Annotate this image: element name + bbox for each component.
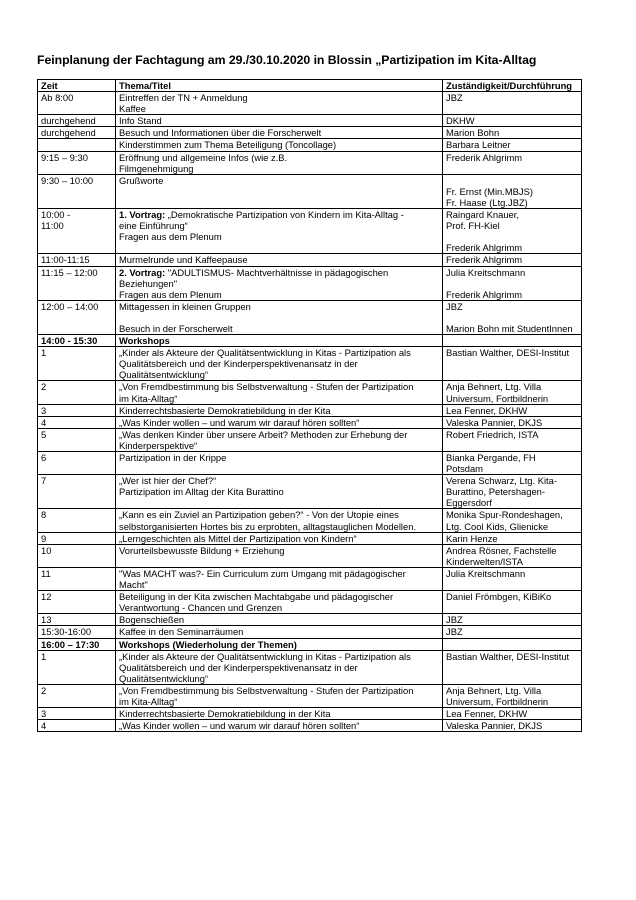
section-row (38, 638, 582, 650)
cell-line: Barbara Leitner (446, 139, 511, 151)
cell-line: Verena Schwarz, Ltg. Kita- (446, 475, 557, 487)
cell-line: Anja Behnert, Ltg. Villa (446, 381, 542, 393)
cell-line: 12:00 – 14:00 (41, 300, 99, 312)
cell-zustaendigkeit (443, 115, 582, 127)
cell-line: Bogenschießen (119, 614, 185, 626)
cell-line: Bastian Walther, DESI-Institut (446, 347, 570, 359)
cell-line (119, 209, 440, 220)
table-row (38, 404, 582, 416)
cell-line: Universum, Fortbildnerin (446, 695, 549, 707)
cell-zustaendigkeit (443, 720, 582, 732)
cell-thema (116, 115, 443, 127)
schedule-body (38, 92, 582, 732)
cell-line: „Was Kinder wollen – und warum wir darauf hören sollten“ (119, 416, 360, 428)
cell-line: Universum, Fortbildnerin (446, 392, 549, 404)
cell-line: Lea Fenner, DKHW (446, 708, 528, 720)
cell-line: Fragen aus dem Plenum (119, 231, 222, 243)
cell-line: Marion Bohn (446, 127, 500, 139)
cell-zeit (38, 115, 116, 127)
cell-zeit (38, 151, 116, 174)
cell-thema (116, 475, 443, 509)
cell-zustaendigkeit (443, 428, 582, 451)
cell-line: Marion Bohn mit StudentInnen (446, 322, 573, 334)
cell-zeit (38, 509, 116, 532)
cell-zustaendigkeit (443, 452, 582, 475)
cell-line: 3 (41, 708, 47, 720)
table-row (38, 532, 582, 544)
cell-thema (116, 591, 443, 614)
cell-thema (116, 614, 443, 626)
table-row (38, 266, 582, 300)
cell-thema (116, 532, 443, 544)
header-zeit: Zeit (38, 80, 116, 92)
cell-zeit (38, 626, 116, 638)
cell-thema (116, 381, 443, 404)
schedule-table (37, 79, 582, 732)
cell-line: Partizipation in der Krippe (119, 452, 227, 463)
cell-zeit (38, 638, 116, 650)
cell-line: „Wer ist hier der Chef?“ (119, 475, 217, 487)
cell-line: 7 (41, 475, 47, 487)
lecture-label: 1. Vortrag: (119, 209, 166, 221)
table-row (38, 614, 582, 626)
cell-line: „Was denken Kinder über unsere Arbeit? Methoden zur Erhebung der (119, 428, 408, 440)
cell-line: Info Stand (119, 115, 162, 127)
page-title: Feinplanung der Fachtagung am 29./30.10.2020 in Blossin „Partizipation im Kita-Alltag (37, 53, 537, 67)
cell-zeit (38, 532, 116, 544)
cell-line: durchgehend (41, 127, 96, 139)
cell-line: 1 (41, 347, 47, 359)
cell-thema (116, 509, 443, 532)
cell-zeit (38, 684, 116, 707)
cell-line: 8 (41, 509, 47, 521)
table-row (38, 174, 582, 208)
cell-line: durchgehend (41, 115, 96, 127)
cell-zustaendigkeit (443, 404, 582, 416)
table-row (38, 626, 582, 638)
cell-line: Kinderstimmen zum Thema Beteiligung (Toncollage) (119, 139, 337, 151)
cell-line: Bianka Pergande, FH (446, 452, 536, 463)
table-row (38, 151, 582, 174)
cell-line: Qualitätsentwicklung“ (119, 369, 209, 381)
cell-zeit (38, 404, 116, 416)
cell-line: 11:15 – 12:00 (41, 266, 98, 278)
cell-zeit (38, 381, 116, 404)
cell-zustaendigkeit (443, 266, 582, 300)
cell-zustaendigkeit (443, 254, 582, 266)
cell-zustaendigkeit (443, 614, 582, 626)
cell-thema (116, 626, 443, 638)
cell-line: Frederik Ahlgrimm (446, 254, 523, 266)
table-row (38, 139, 582, 151)
cell-thema (116, 650, 443, 684)
cell-thema (116, 266, 443, 300)
cell-zeit (38, 209, 116, 254)
cell-line: JBZ (446, 300, 463, 312)
table-row (38, 684, 582, 707)
table-row (38, 591, 582, 614)
cell-zustaendigkeit (443, 381, 582, 404)
cell-thema (116, 300, 443, 334)
cell-zeit (38, 266, 116, 300)
cell-line: 12 (41, 591, 52, 603)
cell-line (119, 312, 440, 323)
cell-thema (116, 174, 443, 208)
cell-thema (116, 708, 443, 720)
cell-line: Fragen aus dem Plenum (119, 288, 222, 300)
cell-line: Julia Kreitschmann (446, 266, 526, 278)
lecture-label: 2. Vortrag: (119, 266, 166, 278)
cell-zustaendigkeit (443, 684, 582, 707)
cell-zustaendigkeit (443, 139, 582, 151)
cell-line: „Was Kinder wollen – und warum wir darauf hören sollten“ (119, 720, 360, 732)
cell-line: Murmelrunde und Kaffeepause (119, 254, 248, 266)
cell-zeit (38, 139, 116, 151)
cell-line: Qualitätsbereich und der Kinderperspektivenansatz in der (119, 358, 358, 370)
cell-line: Partizipation im Alltag der Kita Burattino (119, 486, 284, 498)
cell-line: Karin Henze (446, 532, 498, 544)
table-row (38, 115, 582, 127)
cell-line: Eggersdorf (446, 497, 492, 509)
cell-line: „Kann es ein Zuviel an Partizipation geben?“ - Von der Utopie eines (119, 509, 399, 521)
cell-line: Potsdam (446, 463, 483, 475)
table-row (38, 475, 582, 509)
cell-line: Monika Spur-Rondeshagen, (446, 509, 563, 521)
table-row (38, 416, 582, 428)
cell-line: Kinderrechtsbasierte Demokratiebildung in der Kita (119, 708, 331, 720)
cell-line: Grußworte (119, 174, 164, 186)
cell-line: Robert Friedrich, ISTA (446, 428, 539, 440)
cell-thema (116, 428, 443, 451)
cell-line: 5 (41, 428, 47, 440)
cell-zeit (38, 92, 116, 115)
table-row (38, 127, 582, 139)
header-zustaendigkeit: Zuständigkeit/Durchführung (443, 80, 582, 92)
cell-line (446, 335, 579, 346)
cell-line: Anja Behnert, Ltg. Villa (446, 684, 542, 696)
cell-zeit (38, 475, 116, 509)
cell-zustaendigkeit (443, 475, 582, 509)
cell-line: Kinderrechtsbasierte Demokratiebildung in der Kita (119, 404, 331, 416)
cell-zustaendigkeit (443, 416, 582, 428)
cell-zustaendigkeit (443, 174, 582, 208)
cell-line: Vorurteilsbewusste Bildung + Erziehung (119, 544, 285, 556)
cell-zeit (38, 614, 116, 626)
cell-line: 11:00 (41, 220, 64, 232)
cell-zustaendigkeit (443, 544, 582, 567)
cell-zeit (38, 567, 116, 590)
cell-zustaendigkeit (443, 638, 582, 650)
section-row (38, 335, 582, 347)
cell-line: Frederik Ahlgrimm (446, 242, 523, 254)
cell-zustaendigkeit (443, 347, 582, 381)
cell-line (119, 267, 440, 278)
cell-thema (116, 416, 443, 428)
cell-line: JBZ (446, 626, 463, 638)
cell-line: im Kita-Alltag“ (119, 392, 178, 404)
cell-thema (116, 720, 443, 732)
cell-line: Filmgenehmigung (119, 162, 194, 174)
cell-zeit (38, 708, 116, 720)
cell-line: Valeska Pannier, DKJS (446, 720, 543, 732)
table-row (38, 347, 582, 381)
cell-line: 3 (41, 404, 47, 416)
cell-line: Lea Fenner, DKHW (446, 404, 528, 416)
cell-line: 15:30-16:00 (41, 626, 92, 638)
header-thema: Thema/Titel (116, 80, 443, 92)
cell-line: Kaffee (119, 103, 146, 115)
cell-zustaendigkeit (443, 300, 582, 334)
table-row (38, 381, 582, 404)
cell-zustaendigkeit (443, 591, 582, 614)
cell-line: Bastian Walther, DESI-Institut (446, 650, 570, 662)
cell-line: Andrea Rösner, Fachstelle (446, 544, 557, 556)
cell-zeit (38, 544, 116, 567)
table-row (38, 567, 582, 590)
cell-zeit (38, 335, 116, 347)
cell-line: JBZ (446, 614, 463, 626)
cell-thema (116, 684, 443, 707)
table-row (38, 650, 582, 684)
cell-line: 2 (41, 684, 47, 696)
cell-line: Kaffee in den Seminarräumen (119, 626, 244, 638)
cell-thema (116, 127, 443, 139)
cell-line: Frederik Ahlgrimm (446, 288, 523, 300)
cell-line (446, 278, 579, 289)
table-row (38, 300, 582, 334)
cell-thema (116, 139, 443, 151)
cell-line (446, 639, 579, 650)
cell-line: Raingard Knauer, (446, 209, 519, 221)
cell-line: Qualitätsentwicklung“ (119, 672, 209, 684)
cell-thema (116, 335, 443, 347)
cell-zustaendigkeit (443, 127, 582, 139)
table-row (38, 720, 582, 732)
cell-line (41, 139, 113, 150)
cell-zustaendigkeit (443, 532, 582, 544)
cell-line: Frederik Ahlgrimm (446, 151, 523, 163)
cell-line: Macht" (119, 579, 148, 591)
cell-line: 4 (41, 416, 47, 428)
cell-zeit (38, 127, 116, 139)
cell-line (446, 231, 579, 242)
cell-thema (116, 567, 443, 590)
cell-zeit (38, 428, 116, 451)
cell-line: Ab 8:00 (41, 92, 74, 104)
cell-line: Workshops (119, 335, 170, 347)
cell-line: Daniel Frömbgen, KiBiKo (446, 591, 552, 603)
cell-line: Eintreffen der TN + Anmeldung (119, 92, 248, 104)
cell-line: 10:00 - (41, 209, 71, 221)
cell-thema (116, 544, 443, 567)
cell-line: Valeska Pannier, DKJS (446, 416, 543, 428)
cell-thema (116, 209, 443, 254)
cell-line: „Lerngeschichten als Mittel der Partizipation von Kindern“ (119, 532, 357, 544)
cell-line: 11:00-11:15 (41, 254, 90, 266)
cell-zeit (38, 591, 116, 614)
cell-line: JBZ (446, 92, 463, 104)
cell-line: Beziehungen" (119, 277, 178, 289)
cell-line: 9 (41, 532, 47, 544)
cell-line: 1 (41, 650, 47, 662)
cell-line: Ltg. Cool Kids, Glienicke (446, 520, 549, 532)
cell-zeit (38, 416, 116, 428)
cell-line: Burattino, Petershagen- (446, 486, 546, 498)
cell-line: Verantwortung - Chancen und Grenzen (119, 602, 283, 614)
cell-line: 9:30 – 10:00 (41, 174, 94, 186)
cell-zeit (38, 254, 116, 266)
cell-thema (116, 404, 443, 416)
cell-thema (116, 151, 443, 174)
cell-text: „Demokratische Partizipation von Kindern im Kita-Alltag - (167, 209, 404, 221)
cell-zustaendigkeit (443, 209, 582, 254)
table-row (38, 209, 582, 254)
cell-line: Fr. Ernst (Min.MBJS) (446, 185, 533, 197)
cell-zustaendigkeit (443, 151, 582, 174)
cell-line: Qualitätsbereich und der Kinderperspektivenansatz in der (119, 661, 358, 673)
cell-zustaendigkeit (443, 509, 582, 532)
cell-line: Julia Kreitschmann (446, 567, 526, 579)
cell-zustaendigkeit (443, 626, 582, 638)
cell-line: 2 (41, 381, 47, 393)
cell-zeit (38, 347, 116, 381)
cell-zustaendigkeit (443, 650, 582, 684)
cell-line: Kinderwelten/ISTA (446, 555, 523, 567)
cell-line (446, 312, 579, 323)
table-row (38, 708, 582, 720)
cell-line: Fr. Haase (Ltg.JBZ) (446, 196, 528, 208)
cell-line: im Kita-Alltag“ (119, 695, 178, 707)
cell-zustaendigkeit (443, 335, 582, 347)
cell-line: Besuch in der Forscherwelt (119, 322, 233, 334)
cell-line: "Was MACHT was?- Ein Curriculum zum Umgang mit pädagogischer (119, 567, 406, 579)
cell-line: 13 (41, 614, 52, 626)
cell-line: „Kinder als Akteure der Qualitätsentwicklung in Kitas - Partizipation als (119, 347, 411, 359)
cell-line: 9:15 – 9:30 (41, 151, 88, 163)
cell-line: 10 (41, 544, 52, 556)
cell-text: "ADULTISMUS- Machtverhältnisse in pädagogischen (167, 266, 389, 278)
cell-line: Beteiligung in der Kita zwischen Machtabgabe und pädagogischer (119, 591, 394, 603)
table-row (38, 544, 582, 567)
cell-zeit (38, 720, 116, 732)
cell-zeit (38, 452, 116, 475)
table-row (38, 509, 582, 532)
cell-line: Prof. FH-Kiel (446, 220, 500, 232)
cell-line: 14:00 - 15:30 (41, 335, 98, 347)
cell-line: „Von Fremdbestimmung bis Selbstverwaltung - Stufen der Partizipation (119, 381, 414, 393)
table-row (38, 254, 582, 266)
table-row (38, 92, 582, 115)
cell-thema (116, 92, 443, 115)
cell-line: Eröffnung und allgemeine Infos (wie z.B. (119, 151, 288, 163)
cell-line: „Von Fremdbestimmung bis Selbstverwaltung - Stufen der Partizipation (119, 684, 414, 696)
cell-line: eine Einführung“ (119, 220, 188, 232)
cell-zustaendigkeit (443, 708, 582, 720)
cell-line: Besuch und Informationen über die Forscherwelt (119, 127, 322, 139)
cell-zeit (38, 300, 116, 334)
cell-thema (116, 347, 443, 381)
cell-zeit (38, 650, 116, 684)
cell-line: 16:00 – 17:30 (41, 638, 100, 650)
cell-thema (116, 254, 443, 266)
cell-line: 11 (41, 567, 51, 579)
cell-line: Mittagessen in kleinen Gruppen (119, 300, 251, 312)
cell-line: Kinderperspektive“ (119, 439, 198, 451)
cell-zeit (38, 174, 116, 208)
cell-zustaendigkeit (443, 92, 582, 115)
cell-line: 6 (41, 452, 47, 463)
cell-line: 4 (41, 720, 47, 732)
cell-line: Workshops (Wiederholung der Themen) (119, 638, 297, 650)
cell-line: „Kinder als Akteure der Qualitätsentwicklung in Kitas - Partizipation als (119, 650, 411, 662)
table-header-row (38, 80, 582, 92)
cell-zustaendigkeit (443, 567, 582, 590)
cell-thema (116, 452, 443, 475)
cell-line: DKHW (446, 115, 475, 127)
cell-line (446, 175, 579, 186)
cell-thema (116, 638, 443, 650)
table-row (38, 428, 582, 451)
cell-line: selbstorganisierten Hortes bis zu erprobten, alltagstauglichen Modellen. (119, 520, 417, 532)
table-row (38, 452, 582, 475)
